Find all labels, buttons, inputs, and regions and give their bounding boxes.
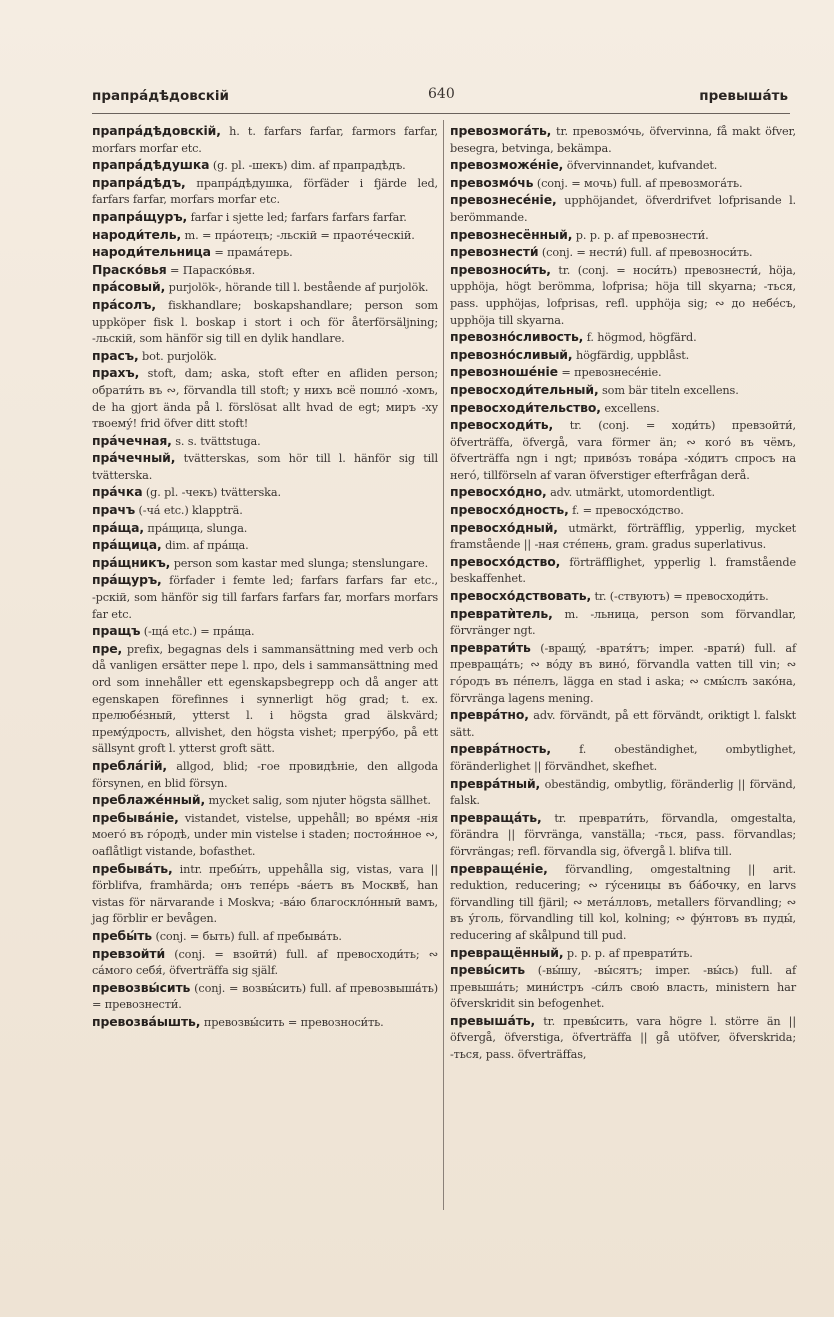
entry-headword: прапрáдѣдъ,	[92, 174, 186, 190]
dictionary-entry	[450, 520, 796, 554]
entry-headword: прáщуръ,	[92, 572, 162, 588]
entry-definition: m. = прáотецъ; -льскiй = праотéческiй.	[181, 228, 415, 242]
dictionary-entry	[450, 382, 796, 400]
dictionary-entry	[92, 450, 438, 484]
entry-headword: превозвáышть,	[92, 1013, 201, 1029]
dictionary-entry	[92, 928, 438, 946]
entry-headword: превосхо́дность,	[450, 502, 569, 518]
entry-headword: пре,	[92, 640, 123, 656]
dictionary-entry	[92, 623, 438, 641]
dictionary-entry	[92, 555, 438, 573]
entry-headword: превознесéнiе,	[450, 192, 557, 208]
entry-headword: пращъ	[92, 623, 141, 639]
dictionary-entry	[92, 641, 438, 758]
entry-definition: tr. (conj. = носи́ть) превознести́, höja, upphöja, högt berömma, lofprisa; höja till skyarna; -ться, pass. upphöjas, lofprisas, refl. upphöja sig; ∾ до небéсъ, upphöja till skyarna.	[450, 263, 796, 327]
column-separator	[443, 120, 444, 1210]
dictionary-entry	[450, 157, 796, 175]
dictionary-entry	[92, 484, 438, 502]
dictionary-entry	[450, 400, 796, 418]
entry-headword: преврáтно,	[450, 707, 529, 723]
dictionary-entry	[92, 175, 438, 209]
entry-definition: f. högmod, högfärd.	[583, 331, 697, 345]
entry-definition: tr. преврати́ть, förvandla, omgestalta, förändra || förvränga, vanställa; -ться, pass. förvandlas; förvrängas; refl. förvandla sig, öfvergå l. blifva till.	[450, 811, 796, 858]
entry-definition: obeständig, ombytlig, föränderlig || förvänd, falsk.	[450, 777, 796, 808]
dictionary-entry	[450, 741, 796, 775]
dictionary-entry	[450, 776, 796, 810]
entry-headword: прахъ,	[92, 365, 140, 381]
entry-definition: (-чá etc.) klappträ.	[135, 504, 243, 518]
entry-definition: farfar i sjette led; farfars farfars farfar.	[187, 210, 407, 224]
entry-headword: превознести́	[450, 244, 539, 260]
dictionary-entry	[92, 279, 438, 297]
dictionary-entry	[92, 758, 438, 792]
entry-headword: народи́тель,	[92, 226, 182, 242]
dictionary-entry	[450, 329, 796, 347]
entry-headword: пребы́ть	[92, 927, 153, 943]
entry-definition: intr. пребы́ть, uppehålla sig, vistas, vara || förblifva, framhärda; онъ тепéрь -вáетъ въ Москвѣ́, han vistas för närvarande i Moskva; -вáю благосклóнный вамъ, jag förblir er bevågen.	[92, 862, 438, 926]
entry-headword: превозмогáть,	[450, 123, 552, 138]
dictionary-entry	[92, 262, 438, 280]
entry-definition: h. t. farfars farfar, farmors farfar, morfars morfar etc.	[92, 125, 438, 155]
dictionary-entry	[450, 192, 796, 226]
entry-definition: dim. af прáща.	[161, 539, 249, 553]
entry-definition: m. -льница, person som förvandlar, förvränger ngt.	[450, 607, 796, 638]
entry-definition: f. = превосхо́дство.	[568, 504, 684, 518]
entry-definition: förträfflighet, ypperlig l. framstående beskaffenhet.	[450, 555, 796, 586]
entry-definition: (-вы́шу, -вы́сятъ; imper. -вы́сь) full. af превышáть; мини́стръ -си́лъ свою́ власть, ministern har öfverskridit sin befogenhet.	[450, 964, 796, 1011]
entry-definition: tr. (conj. = ходи́ть) превзойти́, öfverträffa, öfvergå, vara förmer än; ∾ когó въ чёмъ, öfverträffa ngn i ngt; привóзъ товáра -хóдитъ спросъ на негó, tillförseln af varan öfverstiger efterfrågan derå.	[450, 419, 796, 482]
dictionary-entry	[450, 227, 796, 245]
entry-headword: превозно́сливый,	[450, 346, 573, 362]
entry-headword: превозно́сливость,	[450, 329, 584, 345]
dictionary-entry	[92, 537, 438, 555]
entry-definition: (conj. = взойти́) full. af превосходи́ть; ∾ сáмого себя́, öfverträffa sig själf.	[92, 947, 438, 978]
entry-headword: превышáть,	[450, 1012, 536, 1028]
entry-definition: öfvervinnandet, kufvandet.	[563, 159, 718, 173]
entry-definition: прапрáдѣдушка, förfäder i fjärde led, farfars farfar, morfars morfar etc.	[92, 176, 438, 207]
entry-definition: stoft, dam; aska, stoft efter en afliden person; обрати́ть въ ∾, förvandla till stoft; у нихъ всё пошло́ -хомъ, de ha gjort ända på l. förslösat allt hvad de egt; миръ -ху твоему́! frid öfver ditt stoft!	[92, 367, 438, 431]
dictionary-entry	[450, 945, 796, 963]
left-column	[92, 123, 438, 1031]
dictionary-entry	[92, 157, 438, 175]
dictionary-entry	[92, 123, 438, 157]
entry-definition: adv. förvändt, på ett förvändt, oriktigt l. falskt sätt.	[450, 709, 796, 739]
dictionary-entry	[450, 810, 796, 861]
entry-definition: förfader i femte led; farfars farfars far etc., -рскiй, som hänför sig till farfars farfars far, morfars morfars far etc.	[92, 574, 438, 621]
entry-definition: (conj. = быть) full. af пребывáть.	[152, 929, 342, 943]
entry-headword: превратѝтель,	[450, 605, 553, 621]
dictionary-entry	[450, 606, 796, 640]
entry-headword: превосходи́ть,	[450, 417, 554, 433]
entry-headword: пребывáть,	[92, 860, 173, 876]
dictionary-entry	[92, 244, 438, 262]
entry-definition: прáщица, slunga.	[143, 521, 248, 535]
dictionary-entry	[450, 1013, 796, 1064]
entry-definition: p. p. p. af преврати́ть.	[563, 946, 693, 960]
entry-headword: превозмо́чь	[450, 174, 534, 190]
entry-headword: прáщникъ,	[92, 554, 171, 570]
entry-definition: förvandling, omgestaltning || arit. reduktion, reducering; ∾ гýсеницы въ бáбочку, en larvs förvandling till fjäril; ∾ метáлловъ, metallers förvandling; ∾ въ ýголь, förvandling till kol, kolning; ∾ фýнтовъ въ пуды́, reducering af skålpund till pud.	[450, 862, 796, 942]
page-header	[92, 84, 788, 108]
entry-headword: превознесённый,	[450, 226, 573, 242]
dictionary-entry	[92, 572, 438, 623]
dictionary-entry	[92, 297, 438, 348]
entry-headword: превосходи́тельство,	[450, 399, 601, 415]
entry-definition: mycket salig, som njuter högsta sällhet.	[205, 794, 431, 808]
entry-definition: tr. (-ствуютъ) = превосходи́ть.	[591, 590, 769, 604]
entry-headword: прачъ	[92, 502, 136, 518]
dictionary-entry	[450, 640, 796, 707]
entry-definition: fiskhandlare; boskapshandlare; person som uppköper fisk l. boskap i stort i och för återförsäljning; -льскiй, som hänför sig till en dylik handlare.	[92, 298, 438, 346]
entry-headword: прáчечная,	[92, 432, 172, 448]
entry-definition: tr. превы́сить, vara högre l. större än || öfvergå, öfverstiga, öfverträffa || gå utöfver, öfverskrida; -ться, pass. öfverträffas,	[450, 1014, 796, 1062]
right-column	[450, 123, 796, 1064]
entry-definition: tr. превозмо́чь, öfvervinna, få makt öfver, besegra, betvinga, bekämpa.	[450, 125, 796, 155]
entry-definition: bot. purjolök.	[138, 349, 217, 363]
entry-definition: excellens.	[600, 401, 660, 415]
entry-definition: (g. pl. -чекъ) tvätterska.	[142, 486, 281, 500]
entry-definition: (conj. = нести́) full. af превозноси́ть.	[538, 246, 753, 260]
entry-definition: (-вращý, -вратя́тъ; imper. -врати́) full. af превращáть; ∾ во́ду въ винó, förvandla vatten till vin; ∾ го́родъ въ пéпелъ, lägga en stad i aska; ∾ смы́слъ закóна, förvränga lagens mening.	[450, 641, 796, 705]
entry-headword: превосхо́дство,	[450, 553, 561, 569]
dictionary-entry	[92, 348, 438, 366]
dictionary-entry	[450, 962, 796, 1013]
entry-definition: person som kastar med slunga; stenslungare.	[170, 556, 429, 570]
entry-definition: tvätterskas, som hör till l. hänför sig till tvätterska.	[92, 452, 438, 482]
page-number: 640	[428, 86, 455, 102]
dictionary-entry	[450, 262, 796, 329]
entry-headword: прáщица,	[92, 537, 162, 553]
dictionary-entry	[450, 123, 796, 157]
entry-headword: прáсовый,	[92, 279, 166, 295]
entry-headword: превосходи́тельный,	[450, 381, 599, 397]
entry-headword: преблáгiй,	[92, 757, 168, 773]
entry-headword: превращённый,	[450, 944, 564, 960]
entry-headword: превосхо́дствовать,	[450, 588, 592, 604]
entry-headword: прáчка	[92, 484, 143, 500]
entry-headword: преблажéнный,	[92, 792, 206, 808]
entry-headword: превы́сить	[450, 962, 526, 978]
dictionary-entry	[450, 175, 796, 193]
dictionary-entry	[450, 244, 796, 262]
entry-definition: adv. utmärkt, utomordentligt.	[546, 486, 715, 500]
entry-definition: s. s. tvättstuga.	[171, 434, 261, 448]
dictionary-entry	[92, 502, 438, 520]
entry-definition: som bär titeln excellens.	[598, 383, 739, 397]
dictionary-entry	[450, 364, 796, 382]
entry-definition: utmärkt, förträfflig, ypperlig, mycket framstående || -ная стéпень, gram. gradus superlativus.	[450, 521, 796, 552]
dictionary-entry	[92, 520, 438, 538]
entry-headword: прапрáдѣдушка	[92, 157, 210, 173]
entry-headword: превозвы́сить	[92, 979, 191, 995]
dictionary-entry	[450, 417, 796, 484]
dictionary-entry	[92, 946, 438, 980]
dictionary-entry	[450, 707, 796, 741]
dictionary-entry	[450, 484, 796, 502]
entry-definition: vistandet, vistelse, uppehåll; во врéмя -нiя моего́ въ го́родѣ, under min vistelse i staden; постоя́нное ∾, oaflåtligt vistande, bofasthet.	[92, 811, 438, 858]
entry-definition: allgod, blid; -гое провидѣнiе, den allgoda försynen, en blid försyn.	[92, 759, 438, 790]
entry-headword: превращéнiе,	[450, 860, 548, 876]
entry-definition: = Параско́вья.	[166, 263, 256, 277]
dictionary-entry	[92, 1014, 438, 1032]
header-rule	[92, 113, 790, 114]
entry-headword: преврáтность,	[450, 741, 551, 757]
entry-definition: högfärdig, uppblåst.	[572, 348, 690, 362]
entry-definition: purjolök-, hörande till l. bestående af purjolök.	[165, 281, 429, 295]
dictionary-entry	[450, 588, 796, 606]
entry-definition: = прамáтерь.	[210, 246, 293, 260]
entry-definition: f. obeständighet, ombytlighet, föränderlighet || förvändhet, skefhet.	[450, 743, 796, 773]
entry-headword: превосхо́дно,	[450, 484, 547, 500]
dictionary-entry	[92, 980, 438, 1014]
entry-headword: народи́тельница	[92, 244, 211, 260]
entry-headword: Праско́вья	[92, 261, 167, 277]
dictionary-entry	[450, 347, 796, 365]
entry-definition: превозвы́сить = превозноси́ть.	[200, 1015, 384, 1029]
entry-headword: превзойти́	[92, 945, 166, 961]
entry-headword: превосхо́дный,	[450, 519, 558, 535]
dictionary-entry	[450, 861, 796, 945]
entry-headword: прáсолъ,	[92, 296, 156, 312]
dictionary-entry	[92, 861, 438, 928]
entry-headword: прáчечный,	[92, 450, 176, 466]
entry-definition: prefix, begagnas dels i sammansättning med verb och då vanligen ersätter пере l. про, dels i sammansättning med ord som innehåller ett egenskapsbegrepp och då anger att egenskapen förefinnes i synnerligt hög grad; t. ex. прелюбéзный, ytterst l. i högsta grad älskvärd; премýдрость, allvishet, den högsta vishet; прегрýбо, på ett sällsynt groft l. ytterst groft sätt.	[92, 642, 438, 756]
entry-headword: прапрáщуръ,	[92, 208, 188, 224]
entry-definition: (conj. = мочь) full. af превозмогáть.	[533, 176, 743, 190]
right-guide-word: превышáть	[699, 88, 788, 104]
dictionary-entry	[92, 810, 438, 861]
entry-headword: превозможéнiе,	[450, 157, 564, 173]
entry-headword: прапрáдѣдовскiй,	[92, 123, 221, 138]
entry-definition: (conj. = возвы́сить) full. af превозвышáть) = превознести́.	[92, 981, 438, 1012]
dictionary-entry	[450, 554, 796, 588]
dictionary-entry	[92, 433, 438, 451]
entry-definition: upphöjandet, öfverdrifvet lofprisande l. berömmande.	[450, 194, 796, 224]
entry-headword: преврáтный,	[450, 775, 541, 791]
entry-definition: = превознесéнiе.	[557, 366, 662, 380]
entry-headword: превозноси́ть,	[450, 261, 551, 277]
dictionary-entry	[92, 227, 438, 245]
entry-headword: превращáть,	[450, 809, 542, 825]
entry-definition: (-щá etc.) = прáща.	[140, 625, 255, 639]
left-guide-word: прапрáдѣдовскiй	[92, 88, 230, 104]
dictionary-entry	[450, 502, 796, 520]
entry-headword: прáща,	[92, 519, 144, 535]
entry-headword: пребывáнiе,	[92, 809, 179, 825]
dictionary-entry	[92, 209, 438, 227]
entry-definition: (g. pl. -шекъ) dim. af прапрадѣдъ.	[209, 159, 406, 173]
entry-definition: p. p. p. af превознести́.	[572, 228, 709, 242]
dictionary-entry	[92, 365, 438, 432]
dictionary-entry	[92, 792, 438, 810]
entry-headword: преврати́ть	[450, 639, 531, 655]
entry-headword: прасъ,	[92, 347, 139, 363]
entry-headword: превозношéнiе	[450, 364, 558, 380]
